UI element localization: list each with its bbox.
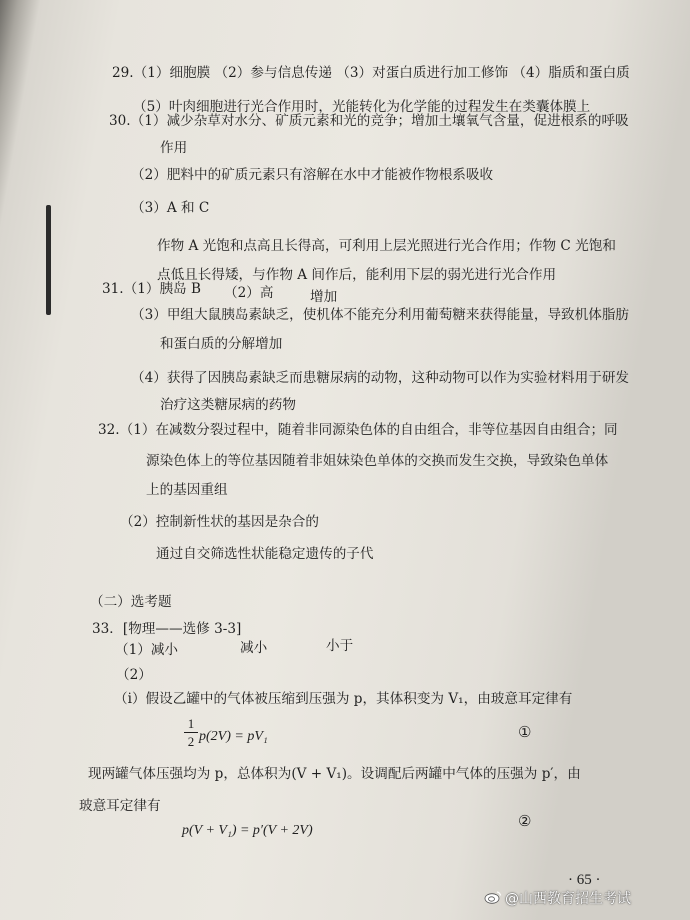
answer-32-line1: 32.（1）在减数分裂过程中，随着非同源染色体的自由组合，非等位基因自由组合；同 <box>98 422 618 438</box>
answer-33-part1-a: （1）减小 <box>115 642 179 658</box>
fraction-numerator: 1 <box>187 716 195 731</box>
answer-33-part1-b: 减小 <box>240 640 268 656</box>
answer-30-line5: 作物 A 光饱和点高且长得高，可利用上层光照进行光合作用；作物 C 光饱和 <box>157 238 616 254</box>
fraction-bar <box>184 732 198 733</box>
answer-31-line3: 和蛋白质的分解增加 <box>160 336 283 352</box>
equation-1: p(2V) = pV₁ <box>199 729 268 744</box>
answer-30-line4: （3）A 和 C <box>131 200 210 216</box>
answer-33-part1-c: 小于 <box>326 638 354 654</box>
answer-32-line2: 源染色体上的等位基因随着非姐妹染色单体的交换而发生交换，导致染色单体 <box>146 453 609 469</box>
answer-33-line-i: （i）假设乙罐中的气体被压缩到压强为 p，其体积变为 V₁，由玻意耳定律有 <box>114 691 573 707</box>
answer-33-line-ii-1: 现两罐气体压强均为 p，总体积为(V + V₁)。设调配后两罐中气体的压强为 p′，由 <box>88 766 581 782</box>
equation-2-number: ② <box>518 812 532 830</box>
answer-33-part2: （2） <box>116 667 152 683</box>
equation-2: p(V + V₁) = p′(V + 2V) <box>182 823 313 838</box>
answer-30-line2: 作用 <box>160 140 188 156</box>
watermark-text: @山西教育招生考试 <box>505 891 631 907</box>
answer-33-line-ii-2: 玻意耳定律有 <box>79 798 161 814</box>
section-heading-optional: （二）选考题 <box>90 594 172 610</box>
answer-32-line5: 通过自交筛选性状能稳定遗传的子代 <box>156 546 374 562</box>
answer-31-line4: （4）获得了因胰岛素缺乏而患糖尿病的动物，这种动物可以作为实验材料用于研发 <box>131 370 630 386</box>
answer-30-line6: 点低且长得矮，与作物 A 间作后，能利用下层的弱光进行光合作用 <box>157 267 557 283</box>
answer-31-line1-part3: 增加 <box>310 289 338 305</box>
page-number: · 65 · <box>568 872 601 888</box>
answer-31-line1-part1: 31.（1）胰岛 B <box>102 281 201 297</box>
weibo-logo-icon <box>484 890 502 904</box>
page-binding-shadow <box>46 205 51 315</box>
answer-29-line2: （5）叶肉细胞进行光合作用时，光能转化为化学能的过程发生在类囊体膜上 <box>133 99 591 115</box>
answer-32-line3: 上的基因重组 <box>146 482 228 498</box>
answer-31-line2: （3）甲组大鼠胰岛素缺乏，使机体不能充分利用葡萄糖来获得能量，导致机体脂肪 <box>131 307 630 323</box>
answer-33-heading: 33．[物理——选修 3-3] <box>92 621 242 637</box>
answer-31-line1-part2: （2）高 <box>224 285 274 301</box>
answer-29-line1: 29.（1）细胞膜 （2）参与信息传递 （3）对蛋白质进行加工修饰 （4）脂质和蛋白质 <box>112 65 630 81</box>
answer-31-line5: 治疗这类糖尿病的药物 <box>160 397 296 413</box>
answer-30-line1: 30.（1）减少杂草对水分、矿质元素和光的竞争；增加土壤氧气含量，促进根系的呼吸 <box>109 113 629 129</box>
fraction-denominator: 2 <box>187 734 195 749</box>
equation-1-fraction <box>184 716 198 749</box>
answer-30-line3: （2）肥料中的矿质元素只有溶解在水中才能被作物根系吸收 <box>131 167 494 183</box>
equation-1-number: ① <box>518 723 532 741</box>
answer-32-line4: （2）控制新性状的基因是杂合的 <box>120 514 319 530</box>
